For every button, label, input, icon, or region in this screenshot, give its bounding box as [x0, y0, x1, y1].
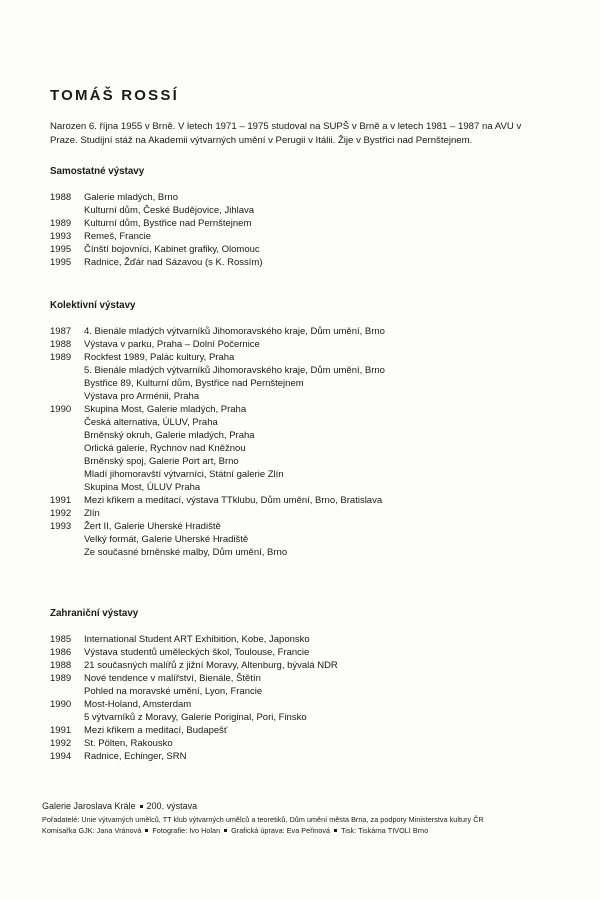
exhibition-list [50, 633, 550, 763]
entry-year: 1995 [50, 257, 72, 268]
exhibition-entry [50, 533, 550, 546]
exhibition-entry [50, 481, 550, 494]
exhibition-entry [50, 351, 550, 364]
entry-year: 1995 [50, 244, 72, 255]
entry-description: Radnice, Echinger, SRN [84, 751, 187, 762]
entry-year: 1989 [50, 352, 72, 363]
entry-description: Remeš, Francie [84, 231, 152, 242]
entry-description: Výstava studentů uměleckých škol, Toulouse, Francie [84, 647, 310, 658]
exhibition-entry [50, 230, 550, 243]
footer-organizers: Pořadatelé: Unie výtvarných umělců, TT klub výtvarných umělců a teoretiků, Dům umění města Brna, za podpory Ministerstva kultury ČR [42, 815, 484, 824]
entry-description: Výstava v parku, Praha – Dolní Počernice [84, 339, 260, 350]
entry-year: 1994 [50, 751, 72, 762]
entry-description: Mezi křikem a meditací, výstava TTklubu, Dům umění, Brno, Bratislava [84, 495, 383, 506]
entry-description: 5. Bienále mladých výtvarníků Jihomoravského kraje, Dům umění, Brno [84, 365, 385, 376]
footer-gallery-name: Galerie Jaroslava Krále [42, 801, 136, 811]
document-footer [42, 800, 562, 836]
bullet-separator-icon [334, 829, 337, 832]
footer-credit-commissioner: Komisařka GJK: Jana Vránová [42, 825, 142, 835]
section-heading: Zahraniční výstavy [50, 608, 139, 619]
footer-credit-photo: Fotografie: Ivo Holan [152, 825, 221, 835]
entry-description: Zlín [84, 508, 100, 519]
entry-description: Čínští bojovníci, Kabinet grafiky, Olomouc [84, 244, 260, 255]
section-international-exhibitions [50, 608, 550, 763]
exhibition-entry [50, 685, 550, 698]
footer-credit-design: Grafická úprava: Eva Peřinová [231, 825, 331, 835]
exhibition-entry [50, 737, 550, 750]
entry-description: Mezi křikem a meditací, Budapešť [84, 725, 228, 736]
exhibition-entry [50, 633, 550, 646]
entry-description: Kulturní dům, Bystřice nad Pernštejnem [84, 218, 252, 229]
entry-description: Skupina Most, Galerie mladých, Praha [84, 404, 247, 415]
exhibition-entry [50, 191, 550, 204]
exhibition-entry [50, 455, 550, 468]
exhibition-entry [50, 468, 550, 481]
entry-year: 1989 [50, 673, 72, 684]
exhibition-entry [50, 659, 550, 672]
exhibition-entry [50, 546, 550, 559]
exhibition-entry [50, 750, 550, 763]
entry-year: 1991 [50, 495, 72, 506]
entry-description: Pohled na moravské umění, Lyon, Francie [84, 686, 263, 697]
exhibition-entry [50, 672, 550, 685]
entry-year: 1992 [50, 508, 72, 519]
entry-year: 1989 [50, 218, 72, 229]
entry-description: Výstava pro Arménii, Praha [84, 391, 200, 402]
entry-description: Brněnský spoj, Galerie Port art, Brno [84, 456, 239, 467]
section-heading: Samostatné výstavy [50, 166, 145, 177]
entry-description: Nové tendence v malířství, Bienále, Štětín [84, 673, 261, 684]
footer-gallery-line [42, 800, 562, 813]
entry-description: Orlická galerie, Rychnov nad Kněžnou [84, 443, 246, 454]
exhibition-entry [50, 494, 550, 507]
entry-description: Skupina Most, ÚLUV Praha [84, 482, 201, 493]
biography-paragraph: Narozen 6. října 1955 v Brně. V letech 1971 – 1975 studoval na SUPŠ v Brně a v letech 1981 – 1987 na AVU v Praze. Studijní stáž na Akademii výtvarných umění v Perugii v Itálii. Žije v Bystřici nad Pernštejnem. [50, 120, 522, 146]
entry-description: 5 výtvarníků z Moravy, Galerie Poriginal, Pori, Finsko [84, 712, 307, 723]
exhibition-entry [50, 724, 550, 737]
entry-description: Kulturní dům, České Budějovice, Jihlava [84, 205, 255, 216]
entry-description: Ze současné brněnské malby, Dům umění, Brno [84, 547, 288, 558]
entry-description: Žert II, Galerie Uherské Hradiště [84, 521, 221, 532]
entry-year: 1987 [50, 326, 72, 337]
entry-year: 1990 [50, 699, 72, 710]
entry-year: 1985 [50, 634, 72, 645]
section-group-exhibitions [50, 300, 550, 559]
exhibition-entry [50, 338, 550, 351]
entry-year: 1993 [50, 521, 72, 532]
footer-exhibition-number: 200. výstava [146, 801, 198, 811]
footer-credits [42, 826, 562, 837]
entry-year: 1992 [50, 738, 72, 749]
section-heading: Kolektivní výstavy [50, 300, 136, 311]
entry-year: 1988 [50, 339, 72, 350]
exhibition-entry [50, 390, 550, 403]
entry-description: Radnice, Žďár nad Sázavou (s K. Rossím) [84, 257, 263, 268]
entry-description: Bystřice 89, Kulturní dům, Bystřice nad Pernštejnem [84, 378, 304, 389]
footer-credit-print: Tisk: Tiskárna TIVOLI Brno [341, 825, 429, 835]
entry-year: 1986 [50, 647, 72, 658]
section-solo-exhibitions [50, 166, 550, 269]
exhibition-entry [50, 698, 550, 711]
exhibition-entry [50, 325, 550, 338]
bullet-separator-icon [224, 829, 227, 832]
entry-description: International Student ART Exhibition, Kobe, Japonsko [84, 634, 310, 645]
exhibition-entry [50, 429, 550, 442]
exhibition-entry [50, 256, 550, 269]
bullet-separator-icon [140, 805, 143, 808]
entry-description: 4. Bienále mladých výtvarníků Jihomoravského kraje, Dům umění, Brno [84, 326, 385, 337]
exhibition-entry [50, 711, 550, 724]
page-title: TOMÁŠ ROSSÍ [50, 87, 179, 105]
exhibition-entry [50, 377, 550, 390]
entry-description: Brněnský okruh, Galerie mladých, Praha [84, 430, 255, 441]
exhibition-entry [50, 217, 550, 230]
exhibition-entry [50, 416, 550, 429]
entry-year: 1993 [50, 231, 72, 242]
entry-description: Rockfest 1989, Palác kultury, Praha [84, 352, 235, 363]
exhibition-entry [50, 520, 550, 533]
entry-year: 1988 [50, 660, 72, 671]
exhibition-entry [50, 646, 550, 659]
exhibition-entry [50, 243, 550, 256]
exhibition-entry [50, 364, 550, 377]
bullet-separator-icon [145, 829, 148, 832]
entry-year: 1991 [50, 725, 72, 736]
entry-description: Most-Holand, Amsterdam [84, 699, 192, 710]
exhibition-entry [50, 204, 550, 217]
entry-description: Česká alternativa, ÚLUV, Praha [84, 417, 218, 428]
entry-description: Velký formát, Galerie Uherské Hradiště [84, 534, 249, 545]
entry-description: 21 současných malířů z jižní Moravy, Altenburg, bývalá NDR [84, 660, 338, 671]
exhibition-list [50, 191, 550, 269]
exhibition-list [50, 325, 550, 559]
entry-description: St. Pölten, Rakousko [84, 738, 173, 749]
exhibition-entry [50, 507, 550, 520]
entry-description: Mladí jihomoravští výtvarníci, Státní galerie Zlín [84, 469, 284, 480]
exhibition-entry [50, 403, 550, 416]
exhibition-entry [50, 442, 550, 455]
entry-description: Galerie mladých, Brno [84, 192, 178, 203]
entry-year: 1990 [50, 404, 72, 415]
entry-year: 1988 [50, 192, 72, 203]
